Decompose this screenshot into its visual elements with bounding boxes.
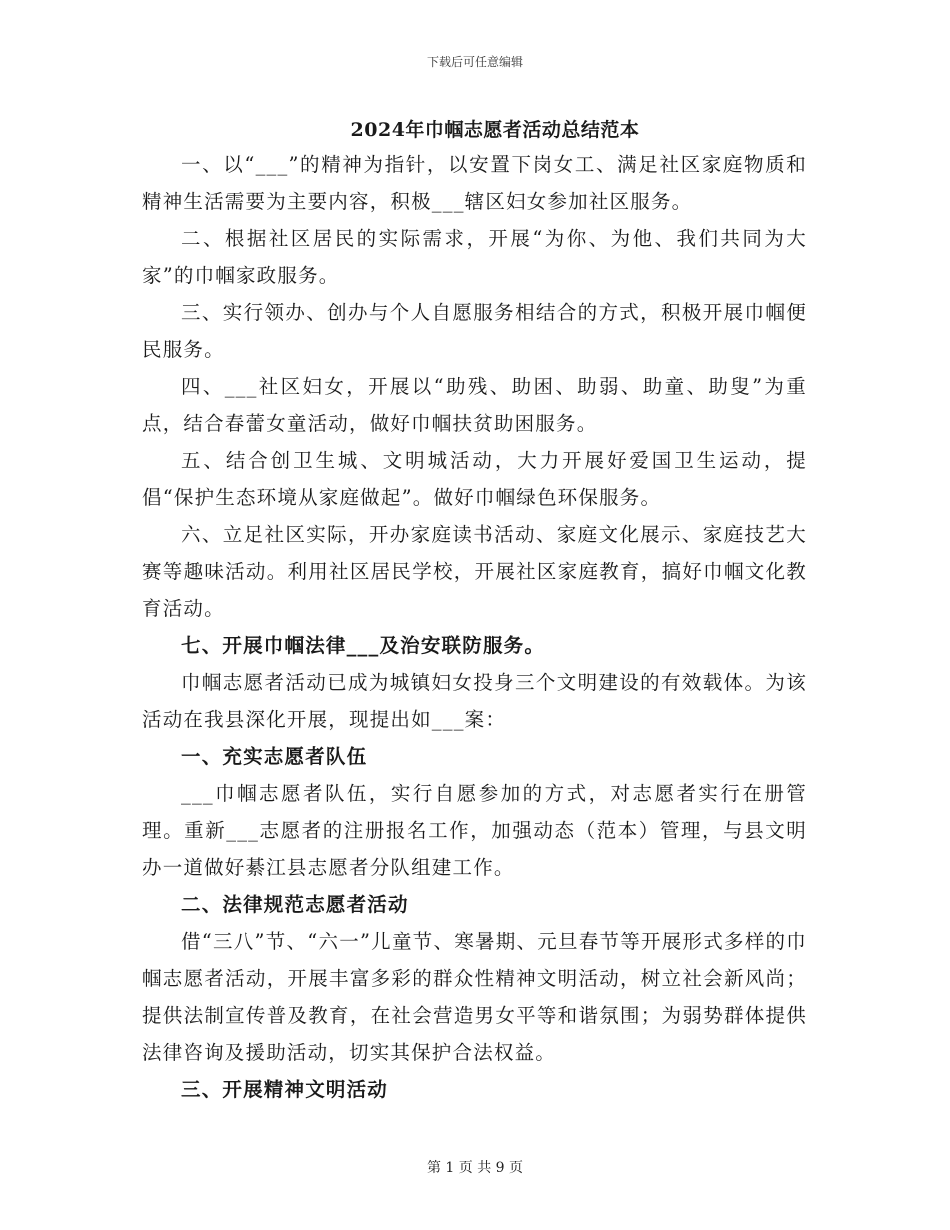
paragraph-4: 四、___社区妇女，开展以“助残、助困、助弱、助童、助叟”为重点，结合春蕾女童活动，做好巾帼扶贫助困服务。 bbox=[142, 375, 807, 435]
section-heading-7: 七、开展巾帼法律___及治安联防服务。 bbox=[181, 634, 546, 657]
paragraph-volunteer-team: ___巾帼志愿者队伍，实行自愿参加的方式，对志愿者实行在册管理。重新___志愿者的注册报名工作，加强动态（范本）管理，与县文明办一道做好綦江县志愿者分队组建工作。 bbox=[142, 782, 807, 879]
paragraph-1: 一、以“___”的精神为指针，以安置下岗女工、满足社区家庭物质和精神生活需要为主要内容，积极___辖区妇女参加社区服务。 bbox=[142, 153, 807, 213]
paragraph-2: 二、根据社区居民的实际需求，开展“为你、为他、我们共同为大家”的巾帼家政服务。 bbox=[142, 227, 807, 287]
paragraph-5: 五、结合创卫生城、文明城活动，大力开展好爱国卫生运动，提倡“保护生态环境从家庭做起”。做好巾帼绿色环保服务。 bbox=[142, 449, 807, 509]
section-heading-legal: 二、法律规范志愿者活动 bbox=[181, 893, 409, 916]
paragraph-intro: 巾帼志愿者活动已成为城镇妇女投身三个文明建设的有效载体。为该活动在我县深化开展，现提出如___案： bbox=[142, 671, 807, 731]
paragraph-legal: 借“三八”节、“六一”儿童节、寒暑期、元旦春节等开展形式多样的巾帼志愿者活动，开展丰富多彩的群众性精神文明活动，树立社会新风尚；提供法制宣传普及教育，在社会营造男女平等和谐氛围；为弱势群体提供法律咨询及援助活动，切实其保护合法权益。 bbox=[142, 930, 807, 1064]
header-note: 下载后可任意编辑 bbox=[426, 55, 523, 69]
document-body bbox=[142, 146, 807, 1108]
paragraph-3: 三、实行领办、创办与个人自愿服务相结合的方式，积极开展巾帼便民服务。 bbox=[142, 301, 807, 361]
document-title: 2024年巾帼志愿者活动总结范本 bbox=[350, 119, 640, 141]
section-heading-volunteer-team: 一、充实志愿者队伍 bbox=[181, 745, 368, 768]
section-heading-civilization: 三、开展精神文明活动 bbox=[181, 1078, 389, 1101]
page-number: 第 1 页 共 9 页 bbox=[426, 1160, 524, 1176]
paragraph-6: 六、立足社区实际，开办家庭读书活动、家庭文化展示、家庭技艺大赛等趣味活动。利用社区居民学校，开展社区家庭教育，搞好巾帼文化教育活动。 bbox=[142, 523, 807, 620]
